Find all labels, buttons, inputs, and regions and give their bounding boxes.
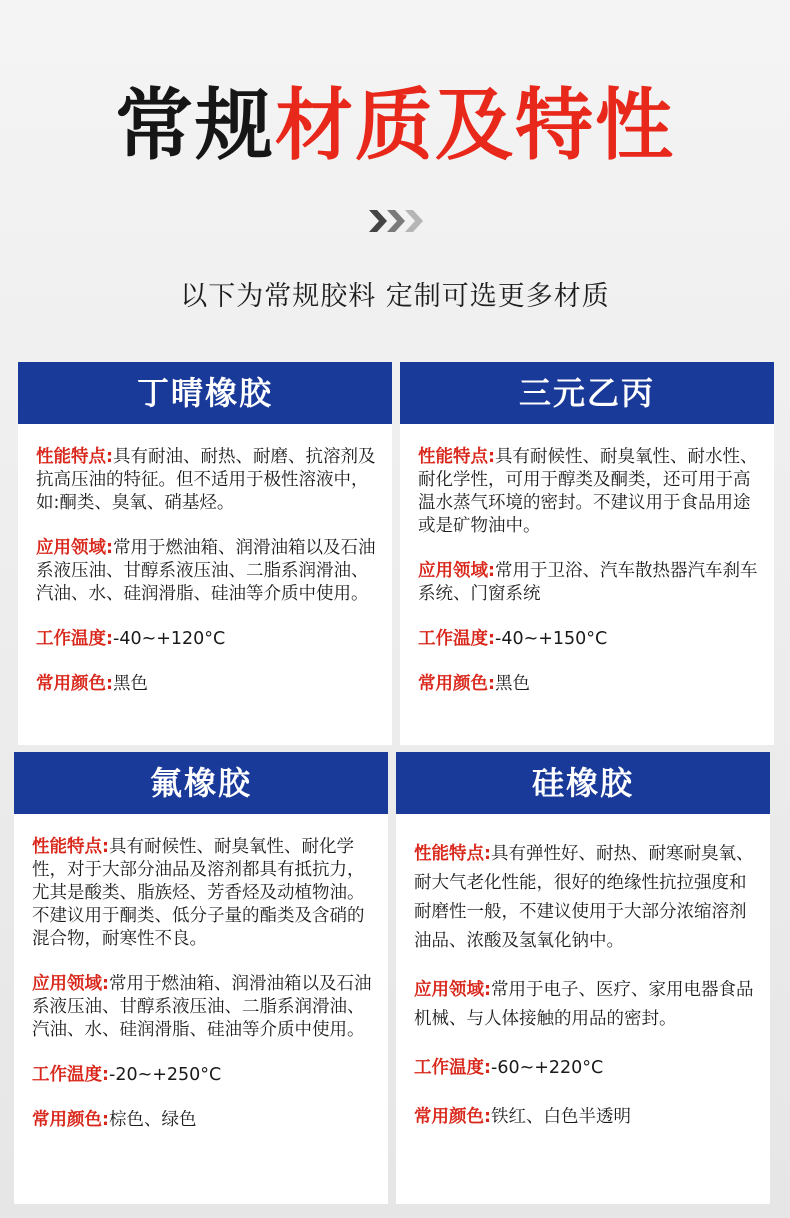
performance-block — [36, 446, 378, 515]
application-block — [32, 973, 374, 1042]
application-text: 常用于燃油箱、润滑油箱以及石油系液压油、甘醇系液压油、二脂系润滑油、汽油、水、硅润滑脂、硅油等介质中使用。 — [32, 974, 372, 1040]
temperature-block — [32, 1064, 374, 1087]
performance-label: 性能特点: — [36, 447, 113, 467]
performance-text: 具有耐油、耐热、耐磨、抗溶剂及抗高压油的特征。但不适用于极性溶液中，如:酮类、臭氧、硝基烃。 — [36, 447, 376, 513]
color-block — [36, 673, 378, 696]
application-label: 应用领域: — [418, 561, 495, 581]
card-title: 三元乙丙 — [400, 362, 774, 424]
color-text: 棕色、绿色 — [109, 1110, 197, 1130]
performance-block — [418, 446, 760, 538]
card-title: 丁晴橡胶 — [18, 362, 392, 424]
color-text: 黑色 — [113, 674, 148, 694]
card-body — [14, 814, 388, 1132]
card-body — [400, 424, 774, 696]
title-part1: 常规 — [114, 81, 275, 171]
application-text: 常用于电子、医疗、家用电器食品机械、与人体接触的用品的密封。 — [414, 980, 754, 1029]
color-label: 常用颜色: — [36, 674, 113, 694]
triple-chevron-right-icon — [367, 206, 427, 236]
application-block — [36, 537, 378, 606]
temperature-label: 工作温度: — [32, 1065, 109, 1085]
color-block — [418, 673, 760, 696]
performance-label: 性能特点: — [32, 837, 109, 857]
application-text: 常用于燃油箱、润滑油箱以及石油系液压油、甘醇系液压油、二脂系润滑油、汽油、水、硅润滑脂、硅油等介质中使用。 — [36, 538, 376, 604]
temperature-block — [36, 628, 378, 651]
performance-label: 性能特点: — [414, 844, 491, 864]
performance-block — [414, 840, 756, 956]
temperature-text: -40~+150°C — [495, 629, 608, 649]
material-card-nbr — [18, 362, 392, 745]
application-block — [414, 976, 756, 1034]
page-subtitle: 以下为常规胶料 定制可选更多材质 — [180, 281, 610, 312]
material-card-epdm — [400, 362, 774, 745]
color-block — [414, 1103, 756, 1132]
performance-block — [32, 836, 374, 951]
card-title: 氟橡胶 — [14, 752, 388, 814]
material-card-silicone — [396, 752, 770, 1204]
card-title: 硅橡胶 — [396, 752, 770, 814]
temperature-label: 工作温度: — [414, 1058, 491, 1078]
application-label: 应用领域: — [32, 974, 109, 994]
card-body — [18, 424, 392, 696]
application-label: 应用领域: — [414, 980, 491, 1000]
page-title — [0, 78, 790, 174]
application-label: 应用领域: — [36, 538, 113, 558]
temperature-text: -20~+250°C — [109, 1065, 222, 1085]
application-block — [418, 560, 760, 606]
performance-text: 具有耐候性、耐臭氧性、耐化学性，对于大部分油品及溶剂都具有抵抗力，尤其是酸类、脂族烃、芳香烃及动植物油。不建议用于酮类、低分子量的酯类及含硝的混合物，耐寒性不良。 — [32, 837, 365, 949]
card-body — [396, 814, 770, 1132]
temperature-text: -40~+120°C — [113, 629, 226, 649]
performance-text: 具有弹性好、耐热、耐寒耐臭氧、耐大气老化性能，很好的绝缘性抗拉强度和耐磨性一般，不建议使用于大部分浓缩溶剂油品、浓酸及氢氧化钠中。 — [414, 844, 754, 951]
temperature-text: -60~+220°C — [491, 1058, 604, 1078]
application-text: 常用于卫浴、汽车散热器汽车刹车系统、门窗系统 — [418, 561, 758, 604]
color-text: 铁红、白色半透明 — [491, 1107, 631, 1127]
material-card-fkm — [14, 752, 388, 1204]
title-part2: 材质及特性 — [275, 81, 676, 171]
temperature-label: 工作温度: — [36, 629, 113, 649]
color-text: 黑色 — [495, 674, 530, 694]
temperature-block — [414, 1054, 756, 1083]
temperature-label: 工作温度: — [418, 629, 495, 649]
color-block — [32, 1109, 374, 1132]
performance-label: 性能特点: — [418, 447, 495, 467]
temperature-block — [418, 628, 760, 651]
performance-text: 具有耐候性、耐臭氧性、耐水性、耐化学性，可用于醇类及酮类，还可用于高温水蒸气环境的密封。不建议用于食品用途或是矿物油中。 — [418, 447, 758, 536]
color-label: 常用颜色: — [418, 674, 495, 694]
color-label: 常用颜色: — [32, 1110, 109, 1130]
color-label: 常用颜色: — [414, 1107, 491, 1127]
